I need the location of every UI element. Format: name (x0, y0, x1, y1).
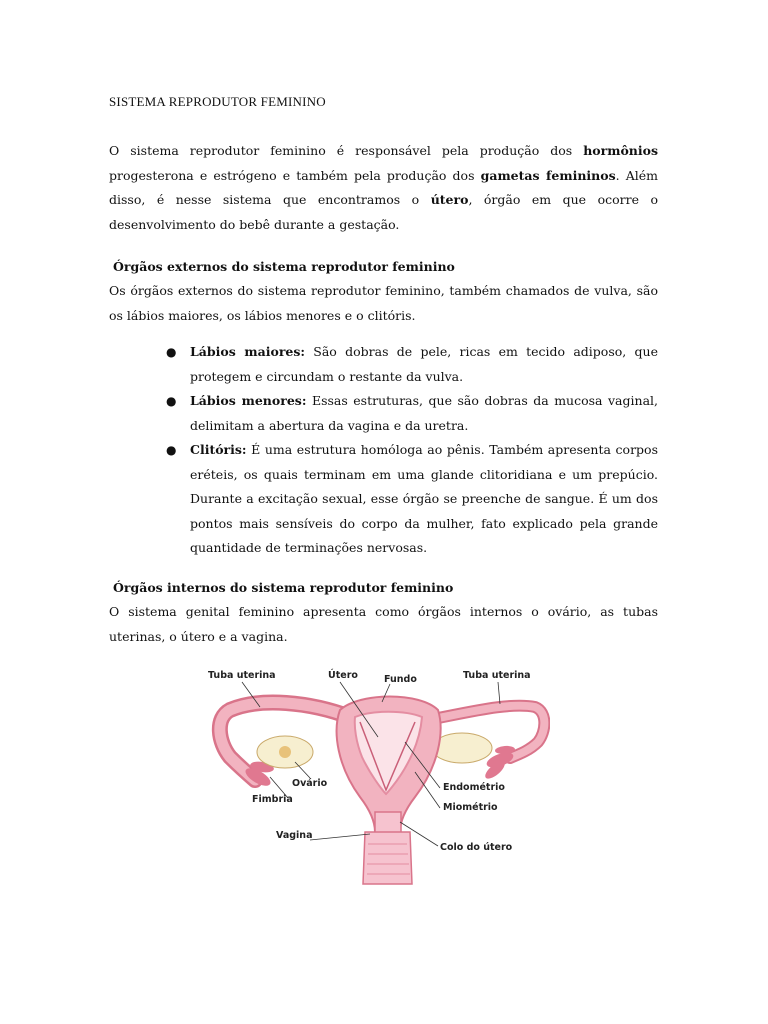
internal-paragraph: O sistema genital feminino apresenta como órgãos internos o ovário, as tubas uterinas, o útero e a vagina. (109, 604, 658, 644)
label-miometrio: Miométrio (443, 802, 498, 813)
intro-text-2: progesterona e estrógeno e também pela produção dos (109, 167, 481, 183)
label-fimbria: Fimbria (252, 794, 293, 805)
intro-bold-gametas: gametas femininos (480, 167, 616, 183)
bullet-icon: ● (166, 443, 177, 457)
intro-bold-hormonios: hormônios (583, 143, 658, 158)
external-paragraph: Os órgãos externos do sistema reprodutor feminino, também chamados de vulva, são os lábios maiores, os lábios menores e o clitóris. (109, 283, 658, 323)
external-organs-list (160, 340, 658, 561)
intro-bold-utero: útero (430, 192, 469, 207)
bullet-icon: ● (166, 394, 177, 408)
list-item (160, 438, 658, 561)
internal-heading: Órgãos internos do sistema reprodutor feminino (113, 580, 454, 595)
label-vagina: Vagina (276, 830, 313, 841)
vagina (363, 832, 412, 884)
label-tuba-left: Tuba uterina (208, 670, 276, 681)
intro-paragraph (109, 139, 658, 237)
intro-text-1: O sistema reprodutor feminino é responsável pela produção dos (109, 143, 584, 158)
list-item-term: Lábios menores: (190, 393, 307, 408)
list-item (160, 340, 658, 389)
external-heading: Órgãos externos do sistema reprodutor feminino (113, 259, 455, 274)
intro-text-3: . Além disso, é nesse sistema que encontramos o (109, 167, 658, 207)
label-ovario: Ovário (292, 778, 328, 789)
label-utero: Útero (328, 670, 358, 681)
label-tuba-right: Tuba uterina (463, 670, 531, 681)
uterus-diagram (200, 662, 550, 892)
label-fundo: Fundo (384, 674, 417, 685)
list-item-term: Lábios maiores: (190, 344, 306, 359)
label-endometrio: Endométrio (443, 782, 505, 793)
list-item-desc: Essas estruturas, que são dobras da mucosa vaginal, delimitam a abertura da vagina e da uretra. (190, 393, 658, 433)
intro-text-4: , órgão em que ocorre o desenvolvimento do bebê durante a gestação. (109, 192, 659, 232)
list-item (160, 389, 658, 438)
page-title: SISTEMA REPRODUTOR FEMININO (109, 94, 326, 109)
bullet-icon: ● (166, 345, 177, 359)
list-item-term: Clitóris: (190, 442, 247, 457)
list-item-desc: É uma estrutura homóloga ao pênis. Também apresenta corpos eréteis, os quais terminam em uma glande clitoridiana e um prepúcio. Durante a excitação sexual, esse órgão se preenche de sangue. É um dos pontos mais sensíveis do corpo da mulher, fato explicado pela grande quantidade de terminações nervosas. (190, 442, 658, 555)
list-item-desc: São dobras de pele, ricas em tecido adiposo, que protegem e circundam o restante da vulva. (190, 344, 658, 384)
label-colo: Colo do útero (440, 842, 513, 853)
